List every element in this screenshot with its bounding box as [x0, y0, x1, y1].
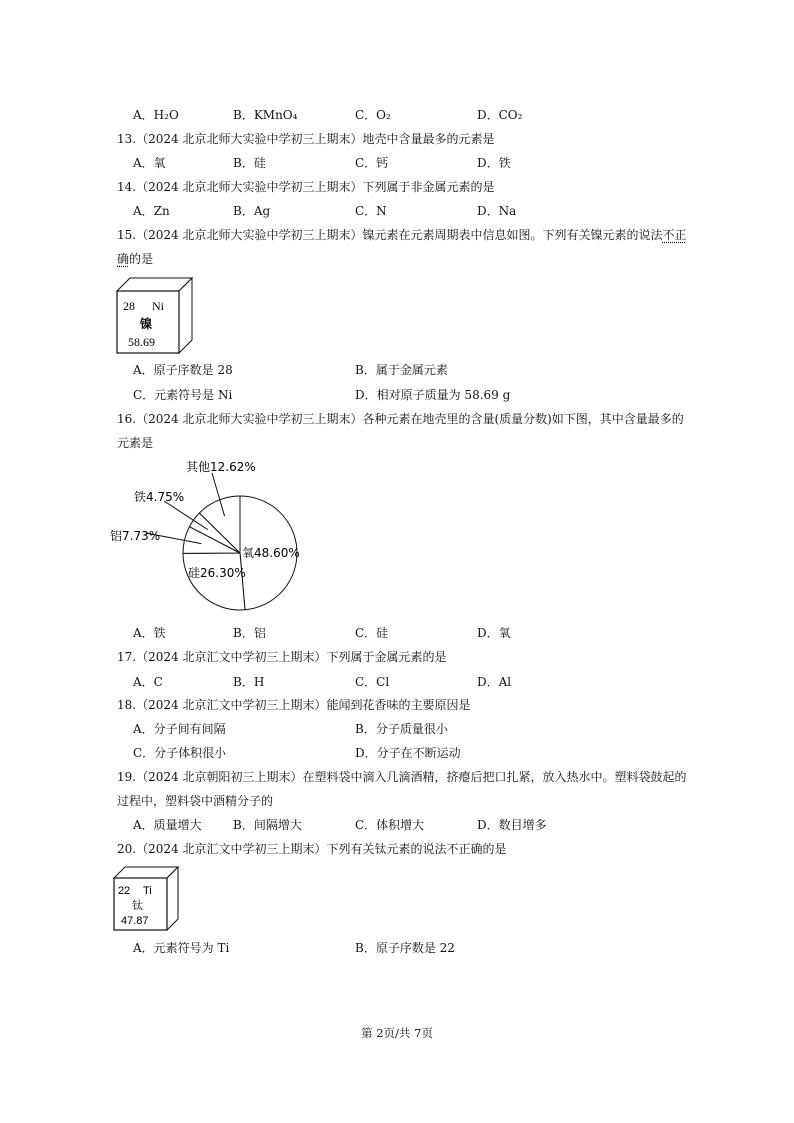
- q14-option-d: D．Na: [477, 204, 517, 218]
- titanium-name: 钛: [132, 899, 143, 912]
- crust-composition-pie-chart: [100, 455, 320, 625]
- pie-label-aluminum: 铝7.73%: [110, 529, 161, 543]
- q12-option-d: D．CO₂: [477, 108, 523, 122]
- q20-option-a: A．元素符号为 Ti: [133, 941, 230, 955]
- q14-option-a: A．Zn: [133, 204, 170, 218]
- q19-option-c: C．体积增大: [355, 818, 425, 832]
- q15-stem: [117, 229, 686, 241]
- q19-option-d: D．数目增多: [477, 818, 547, 832]
- q15-option-b: B．属于金属元素: [355, 363, 448, 377]
- q15-stem-line2: [117, 253, 153, 265]
- q18-option-b: B．分子质量很小: [355, 722, 448, 736]
- q12-option-a: A．H₂O: [133, 108, 179, 122]
- pie-label-oxygen: 氧48.60%: [242, 546, 300, 560]
- q16-option-a: A．铁: [133, 626, 166, 640]
- q20-stem: 20.（2024 北京汇文中学初三上期末）下列有关钛元素的说法不正确的是: [117, 842, 507, 856]
- q17-option-c: C．Cl: [355, 675, 390, 689]
- q19-stem-line2: 过程中，塑料袋中酒精分子的: [117, 794, 274, 808]
- q17-option-d: D．Al: [477, 675, 512, 689]
- q13-option-a: A．氧: [133, 156, 166, 170]
- q15-option-c: C．元素符号是 Ni: [133, 388, 233, 402]
- q15-stem-text-2: 的是: [129, 252, 154, 266]
- pie-label-other: 其他12.62%: [186, 460, 256, 474]
- nickel-element-card: [116, 277, 196, 360]
- q13-option-d: D．铁: [477, 156, 511, 170]
- q16-stem-line2: 元素是: [117, 436, 154, 450]
- q20-option-b: B．原子序数是 22: [355, 941, 455, 955]
- q16-stem: 16.（2024 北京北师大实验中学初三上期末）各种元素在地壳里的含量(质量分数)如下图，其中含量最多的: [117, 412, 684, 426]
- q13-stem: 13.（2024 北京北师大实验中学初三上期末）地壳中含量最多的元素是: [117, 132, 495, 146]
- titanium-atomic-number: 22: [118, 885, 131, 897]
- q17-option-a: A．C: [133, 675, 163, 689]
- q14-stem: 14.（2024 北京北师大实验中学初三上期末）下列属于非金属元素的是: [117, 180, 495, 194]
- q15-stem-emphasis-2: 确: [117, 252, 130, 266]
- q14-option-b: B．Ag: [233, 204, 271, 218]
- nickel-atomic-mass: 58.69: [128, 335, 155, 349]
- titanium-symbol: Ti: [143, 885, 152, 897]
- titanium-atomic-mass: 47.87: [121, 915, 149, 927]
- q12-option-c: C．O₂: [355, 108, 391, 122]
- q19-option-b: B．间隔增大: [233, 818, 302, 832]
- page-footer: 第 2页/共 7页: [361, 1026, 433, 1040]
- q13-option-c: C．钙: [355, 156, 389, 170]
- q15-stem-emphasis: 不正: [662, 228, 687, 242]
- q17-option-b: B．H: [233, 675, 265, 689]
- nickel-atomic-number: 28: [123, 299, 135, 313]
- nickel-symbol: Ni: [152, 299, 164, 313]
- q12-option-b: B．KMnO₄: [233, 108, 298, 122]
- pie-label-silicon: 硅26.30%: [188, 566, 246, 580]
- q14-option-c: C．N: [355, 204, 387, 218]
- q18-stem: 18.（2024 北京汇文中学初三上期末）能闻到花香味的主要原因是: [117, 698, 471, 712]
- q13-option-b: B．硅: [233, 156, 266, 170]
- q15-option-d: D．相对原子质量为 58.69 g: [355, 388, 511, 402]
- titanium-element-card: [113, 866, 181, 935]
- q17-stem: 17.（2024 北京汇文中学初三上期末）下列属于金属元素的是: [117, 650, 447, 664]
- pie-label-iron: 铁4.75%: [134, 490, 185, 504]
- nickel-name: 镍: [140, 317, 153, 331]
- q15-option-a: A．原子序数是 28: [133, 363, 233, 377]
- q16-option-d: D．氧: [477, 626, 511, 640]
- q18-option-c: C．分子体积很小: [133, 746, 227, 760]
- q18-option-d: D．分子在不断运动: [355, 746, 461, 760]
- q19-option-a: A．质量增大: [133, 818, 202, 832]
- q18-option-a: A．分子间有间隔: [133, 722, 226, 736]
- q16-option-c: C．硅: [355, 626, 389, 640]
- q16-option-b: B．铝: [233, 626, 266, 640]
- q19-stem: 19.（2024 北京朝阳初三上期末）在塑料袋中滴入几滴酒精，挤瘪后把口扎紧，放入热水中。塑料袋鼓起的: [117, 770, 687, 784]
- pie-slice-silicon: [183, 553, 245, 610]
- q15-stem-text: 15.（2024 北京北师大实验中学初三上期末）镍元素在元素周期表中信息如图。下列有关镍元素的说法: [117, 228, 663, 242]
